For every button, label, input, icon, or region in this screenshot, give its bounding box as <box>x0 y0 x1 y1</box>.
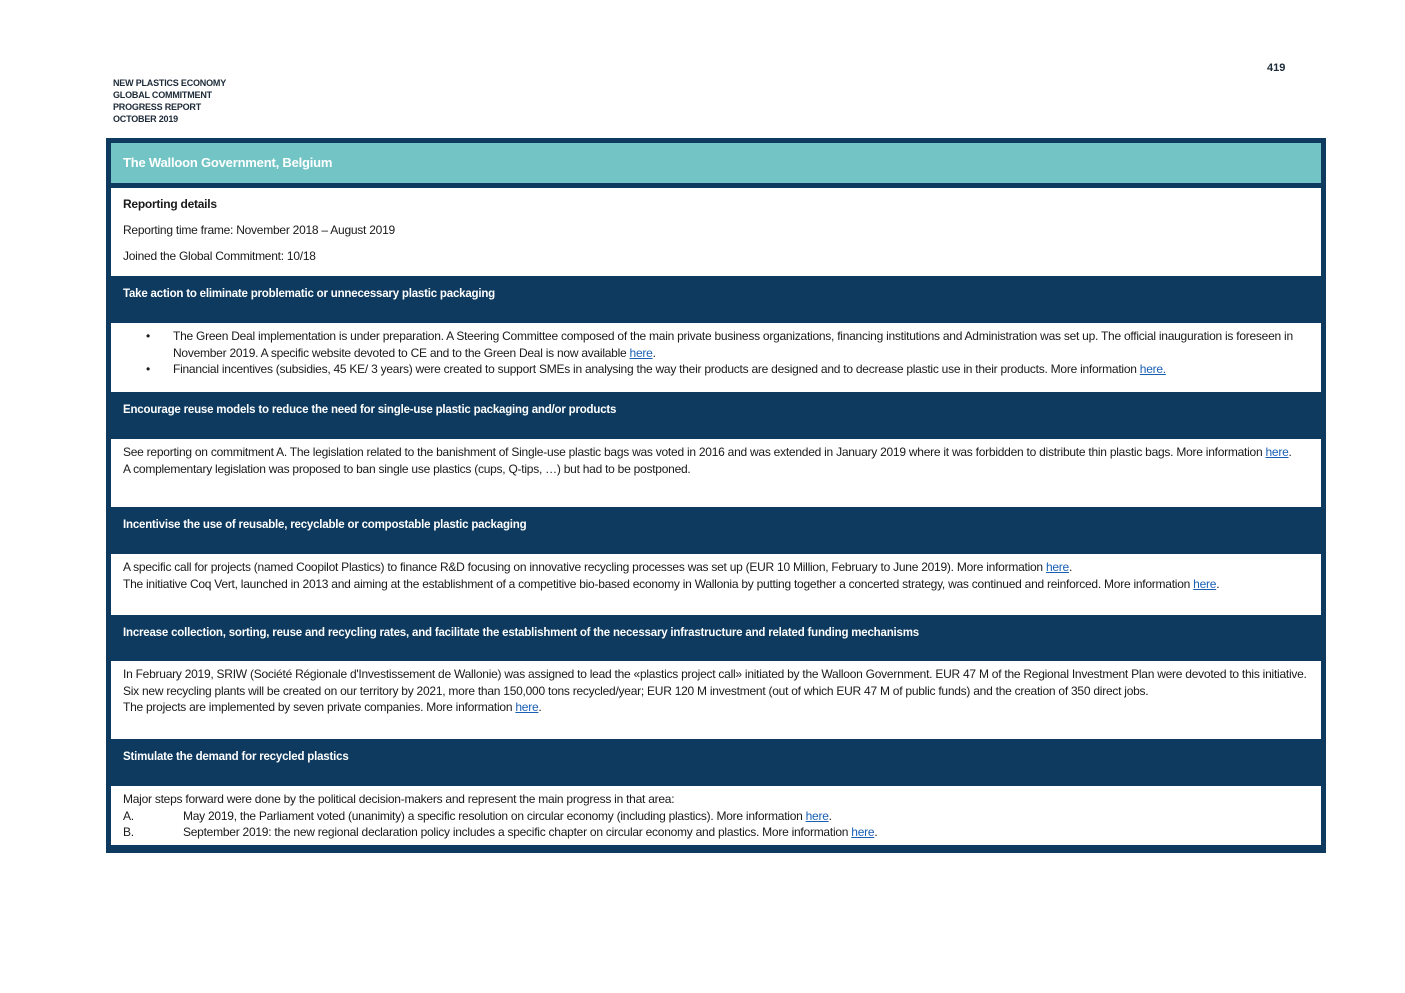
punctuation: . <box>1216 576 1220 591</box>
section-heading: Incentivise the use of reusable, recyclable or compostable plastic packaging <box>123 519 527 531</box>
details-joined: Joined the Global Commitment: 10/18 <box>123 249 316 263</box>
details-heading: Reporting details <box>123 197 217 211</box>
here-link[interactable]: here <box>851 825 875 839</box>
list-item <box>123 361 1309 378</box>
bullet-text: The Green Deal implementation is under preparation. A Steering Committee composed of the main private business organizations, financing institutions and Administration was set up. The official inauguration is foreseen in November 2019. A specific website devoted to CE and to the Green Deal is now available <box>173 329 1293 360</box>
reporting-details <box>111 188 1321 276</box>
table-title: The Walloon Government, Belgium <box>111 143 1321 183</box>
section-paragraph: A complementary legislation was proposed to ban single use plastics (cups, Q-tips, …) but had to be postponed. <box>123 461 691 476</box>
step-text <box>183 824 877 841</box>
punctuation: . <box>538 700 542 714</box>
paragraph-text: See reporting on commitment A. The legislation related to the banishment of Single-use plastic bags was voted in 2016 and was extended in January 2019 where it was forbidden to distribute thin plastic bags. More information <box>123 445 1266 459</box>
report-header <box>113 77 226 125</box>
here-link[interactable]: here <box>1265 445 1289 459</box>
paragraph-text: The initiative Coq Vert, launched in 2013 and aiming at the establishment of a competitive bio-based economy in Wallonia by putting together a concerted strategy, was continued and reinforced. More information <box>123 576 1194 591</box>
paragraph-text: September 2019: the new regional declaration policy includes a specific chapter on circular economy and plastics. More information <box>183 825 852 839</box>
here-link[interactable]: here <box>515 700 539 714</box>
list-item <box>123 808 1309 825</box>
step-text <box>183 808 832 825</box>
here-link[interactable]: here <box>1045 560 1069 574</box>
section-body <box>111 439 1321 507</box>
section-paragraph <box>123 699 1309 716</box>
section-paragraph <box>123 559 1309 576</box>
bullet-icon: • <box>146 362 150 376</box>
report-header-line: GLOBAL COMMITMENT <box>113 90 212 100</box>
punctuation: . <box>828 808 832 823</box>
here-link[interactable]: here <box>1193 576 1217 591</box>
paragraph-text: The projects are implemented by seven private companies. More information <box>123 700 516 714</box>
report-header-line: PROGRESS REPORT <box>113 102 202 112</box>
report-header-line: NEW PLASTICS ECONOMY <box>113 78 227 88</box>
step-letter: B. <box>123 825 134 839</box>
report-header-line: OCTOBER 2019 <box>113 114 178 124</box>
section-heading: Stimulate the demand for recycled plastics <box>123 751 349 763</box>
section-body <box>111 554 1321 615</box>
section-heading: Encourage reuse models to reduce the need for single-use plastic packaging and/or products <box>123 404 617 416</box>
punctuation: . <box>1068 560 1073 574</box>
bullet-text: Financial incentives (subsidies, 45 KE/ 3 years) were created to support SMEs in analysing the way their products are designed and to decrease plastic use in their products. More information <box>173 362 1140 376</box>
section-heading: Take action to eliminate problematic or unnecessary plastic packaging <box>123 288 496 300</box>
page-number: 419 <box>1267 62 1286 74</box>
paragraph-text: May 2019, the Parliament voted (unanimity) a specific resolution on circular economy (including plastics). More information <box>183 808 806 823</box>
list-item <box>123 824 1309 841</box>
here-link[interactable]: here <box>629 345 653 360</box>
section-body <box>111 323 1321 392</box>
step-letter: A. <box>123 808 134 823</box>
list-item <box>123 328 1309 361</box>
punctuation: . <box>1288 445 1292 459</box>
section-body <box>111 661 1321 739</box>
punctuation: . <box>652 345 656 360</box>
report-table <box>106 138 1326 853</box>
here-link[interactable]: here. <box>1139 362 1166 376</box>
details-time-frame: Reporting time frame: November 2018 – August 2019 <box>123 223 395 237</box>
paragraph-text: A specific call for projects (named Coopilot Plastics) to finance R&D focusing on innovative recycling processes was set up (EUR 10 Million, February to June 2019). More information <box>123 560 1046 574</box>
section-paragraph <box>123 444 1309 461</box>
section-heading: Increase collection, sorting, reuse and recycling rates, and facilitate the establishment of the necessary infrastructure and related funding mechanisms <box>123 627 919 639</box>
section-paragraph: In February 2019, SRIW (Société Régionale d'Investissement de Wallonie) was assigned to lead the «plastics project call» initiated by the Walloon Government. EUR 47 M of the Regional Investment Plan were devoted to this initiative. Six new recycling plants will be created on our territory by 2021, more than 150,000 tons recycled/year; EUR 120 M investment (out of which EUR 47 M of public funds) and the creation of 350 direct jobs. <box>123 667 1307 698</box>
here-link[interactable]: here <box>805 808 829 823</box>
bullet-icon: • <box>146 329 150 343</box>
section-body <box>111 786 1321 845</box>
punctuation: . <box>874 825 878 839</box>
section-paragraph <box>123 576 1309 593</box>
section-paragraph: Major steps forward were done by the political decision-makers and represent the main progress in that area: <box>123 792 675 806</box>
